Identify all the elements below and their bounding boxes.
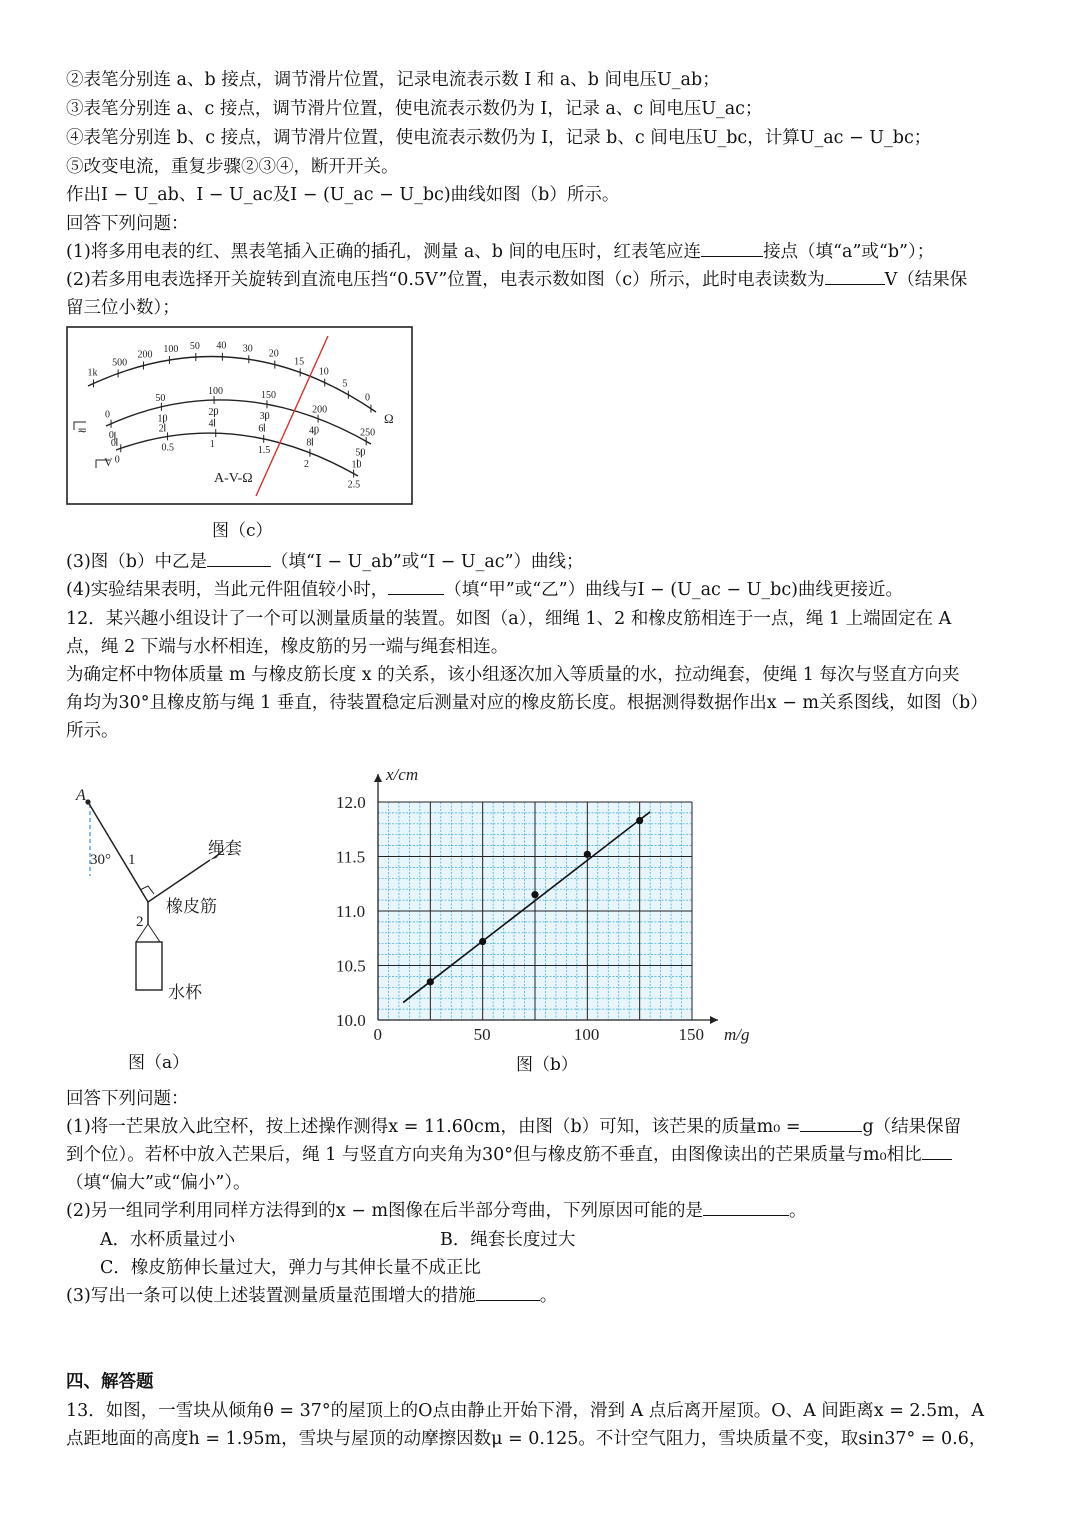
q11-answer-intro: 回答下列问题：	[66, 214, 189, 234]
dc-mid-label-0: 0	[108, 429, 114, 441]
y-tick-label: 11.0	[336, 902, 366, 921]
dc-mid-label-2: 20	[208, 406, 219, 418]
dc-mid-label-5: 50	[355, 447, 366, 459]
dc-low-label-5: 10	[351, 459, 362, 471]
ohm-scale-label-10: 5	[342, 378, 348, 390]
q12-sub1-cont	[66, 1143, 952, 1167]
dc-upper-label-1: 50	[155, 392, 166, 404]
q11-sub4	[66, 578, 903, 602]
q12-sub2-end: 。	[789, 1201, 807, 1221]
ohm-scale-label-11: 0	[364, 392, 370, 404]
q11-sub4-text-b: （填“甲”或“乙”）曲线与I − (U_ac − U_bc)曲线更接近。	[444, 580, 903, 600]
q11-sub1	[66, 240, 934, 264]
water-cup	[136, 942, 162, 990]
dc-upper-label-5: 250	[360, 427, 376, 439]
x-axis-arrow	[710, 1016, 718, 1024]
ac-scale-label-1: 0.5	[161, 442, 175, 454]
y-tick-label: 10.5	[336, 956, 366, 976]
dc-symbol: ≂	[77, 423, 88, 437]
ohm-scale-label-7: 20	[268, 348, 279, 360]
q11-plot-line: 作出I − U_ab、I − U_ac及I − (U_ac − U_bc)曲线如图（b）所示。	[66, 185, 620, 205]
x-tick-label: 150	[678, 1025, 704, 1044]
dc-mid-label-1: 10	[157, 413, 168, 425]
q12-answer-intro: 回答下列问题：	[66, 1089, 189, 1109]
rope-2-label: 2	[136, 914, 144, 930]
y-axis-arrow	[374, 774, 382, 782]
answer-blank[interactable]	[207, 550, 271, 567]
option-a: A．水杯质量过小	[100, 1230, 236, 1250]
q11-sub4-text-a: (4)实验结果表明，当此元件阻值较小时，	[66, 580, 389, 600]
y-tick-label: 10.0	[336, 1011, 366, 1030]
q12-line1: 12．某兴趣小组设计了一个可以测量质量的装置。如图（a），细绳 1、2 和橡皮筋相连于一点，绳 1 上端固定在 A	[66, 609, 952, 629]
data-point	[531, 891, 538, 898]
q11-sub2-cont: 留三位小数）；	[66, 298, 180, 318]
ohm-unit-label: Ω	[384, 411, 394, 426]
ohm-scale-label-8: 15	[294, 356, 305, 368]
dc-low-label-0: 0	[110, 438, 116, 450]
q13-line1: 13．如图，一雪块从倾角θ = 37°的屋顶上的O点由静止开始下滑，滑到 A 点后离开屋顶。O、A 间距离x = 2.5m，A	[66, 1401, 984, 1421]
answer-blank[interactable]	[388, 578, 444, 595]
q12-sub1-text-c: 到个位）。若杯中放入芒果后，绳 1 与竖直方向夹角为30°但与橡皮筋不垂直，由图像读出的芒果质量与m₀相比	[66, 1145, 922, 1165]
y-axis-label: x/cm	[386, 765, 419, 784]
answer-blank[interactable]	[476, 1284, 540, 1301]
band-label: 橡皮筋	[166, 897, 217, 916]
ohm-scale-label-3: 100	[163, 343, 179, 355]
q11-sub1-text-b: 接点（填“a”或“b”）；	[763, 242, 935, 262]
q11-step2: ②表笔分别连 a、b 接点，调节滑片位置，记录电流表示数 I 和 a、b 间电压U_ab；	[66, 70, 720, 90]
x-tick-label: 50	[473, 1025, 491, 1044]
q12-sub1	[66, 1115, 961, 1139]
dc-low-label-2: 4	[208, 418, 214, 430]
x-axis-label: m/g	[724, 1025, 750, 1044]
ohm-scale-label-4: 50	[189, 340, 200, 352]
q12-sub3-text: (3)写出一条可以使上述装置测量质量范围增大的措施	[66, 1286, 476, 1306]
ac-scale-label-3: 1.5	[257, 444, 271, 456]
q11-sub1-text-a: (1)将多用电表的红、黑表笔插入正确的插孔，测量 a、b 间的电压时，红表笔应连	[66, 242, 702, 262]
dc-low-label-1: 2	[158, 423, 164, 435]
answer-blank[interactable]	[703, 1199, 789, 1216]
data-point	[584, 851, 591, 858]
option-c: C．橡皮筋伸长量过大，弹力与其伸长量不成正比	[100, 1258, 481, 1278]
q11-sub2-text-a: (2)若多用电表选择开关旋转到直流电压挡“0.5V”位置，电表示数如图（c）所示，此时电表读数为	[66, 270, 825, 290]
q12-sub2	[66, 1199, 807, 1223]
data-point	[427, 978, 434, 985]
rubber-band	[148, 860, 210, 902]
dc-upper-label-2: 100	[208, 385, 224, 397]
q11-sub3-text-a: (3)图（b）中乙是	[66, 552, 207, 572]
q12-line4: 角均为30°且橡皮筋与绳 1 垂直，待装置稳定后测量对应的橡皮筋长度。根据测得数据作出x − m关系图线，如图（b）	[66, 693, 988, 713]
apparatus-figure-a	[70, 780, 270, 1010]
q12-sub1-text-a: (1)将一芒果放入此空杯，按上述操作测得x = 11.60cm，由图（b）可知，该芒果的质量m₀ =	[66, 1117, 801, 1137]
dc-upper-label-4: 200	[312, 404, 328, 416]
q12-sub1-text-b: g（结果保留	[862, 1117, 962, 1137]
v-symbol: V	[104, 455, 113, 469]
answer-blank[interactable]	[800, 1115, 862, 1132]
dc-low-label-3: 6	[258, 423, 264, 435]
ac-scale-label-2: 1	[209, 439, 215, 451]
answer-blank[interactable]	[701, 240, 763, 257]
x-m-chart	[326, 760, 766, 1050]
ohm-scale-label-9: 10	[318, 366, 329, 378]
dc-mid-label-3: 30	[259, 411, 270, 423]
cup-label: 水杯	[168, 983, 202, 1002]
ohm-scale-label-6: 30	[242, 343, 253, 355]
q13-line2: 点距地面的高度h = 1.95m，雪块与屋顶的动摩擦因数μ = 0.125。不计空气阻力，雪块质量不变，取sin37° = 0.6，	[66, 1429, 987, 1449]
q11-step3: ③表笔分别连 a、c 接点，调节滑片位置，使电流表示数仍为 I，记录 a、c 间电压U_ac；	[66, 99, 763, 119]
q11-sub2	[66, 268, 967, 292]
x-tick-label: 0	[373, 1025, 382, 1044]
ac-scale-label-0: 0	[114, 454, 120, 466]
option-b: B．绳套长度过大	[440, 1230, 576, 1250]
ohm-scale-label-1: 500	[112, 357, 128, 369]
ac-scale-label-4: 2	[303, 458, 309, 470]
q11-sub2-text-b: V（结果保	[884, 270, 968, 290]
x-tick-label: 100	[573, 1025, 600, 1044]
data-point	[636, 817, 643, 824]
section-heading: 四、解答题	[66, 1372, 154, 1392]
y-tick-label: 12.0	[336, 793, 366, 812]
q11-sub3-text-b: （填“I − U_ab”或“I − U_ac”）曲线；	[271, 552, 584, 572]
q11-sub3	[66, 550, 584, 574]
q12-sub3-end: 。	[539, 1286, 558, 1306]
meter-label: A-V-Ω	[214, 471, 253, 486]
rope-1-label: 1	[128, 852, 136, 868]
data-point	[479, 938, 486, 945]
ohm-scale-label-0: 1k	[87, 367, 98, 379]
answer-blank[interactable]	[922, 1143, 952, 1160]
q11-step4: ④表笔分别连 b、c 接点，调节滑片位置，使电流表示数仍为 I，记录 b、c 间电压U_bc，计算U_ac − U_bc；	[66, 128, 932, 148]
q12-line2: 点，绳 2 下端与水杯相连，橡皮筋的另一端与绳套相连。	[66, 637, 509, 657]
multimeter-dial-figure	[66, 326, 414, 506]
ac-scale-label-5: 2.5	[347, 479, 361, 491]
q12-line5: 所示。	[66, 721, 119, 741]
answer-blank[interactable]	[825, 268, 885, 285]
dc-upper-label-3: 150	[260, 390, 276, 402]
dc-upper-label-0: 0	[105, 409, 111, 421]
q12-sub3	[66, 1284, 557, 1308]
angle-label: 30°	[90, 852, 111, 868]
q11-step5: ⑤改变电流，重复步骤②③④，断开开关。	[66, 157, 399, 177]
y-tick-label: 11.5	[336, 847, 366, 867]
point-a-label: A	[76, 787, 86, 804]
figure-a-caption: 图（a）	[128, 1053, 190, 1073]
figure-c-caption: 图（c）	[212, 521, 273, 541]
q12-sub1-end: （填“偏大”或“偏小”）。	[66, 1173, 251, 1193]
loop-label: 绳套	[208, 839, 242, 858]
q12-line3: 为确定杯中物体质量 m 与橡皮筋长度 x 的关系，该小组逐次加入等质量的水，拉动绳套，使绳 1 每次与竖直方向夹	[66, 665, 960, 685]
ohm-scale-label-2: 200	[137, 349, 153, 361]
dc-mid-label-4: 40	[308, 425, 319, 437]
ohm-scale-label-5: 40	[216, 340, 227, 352]
dc-low-label-4: 8	[306, 437, 312, 449]
figure-b-caption: 图（b）	[516, 1055, 578, 1075]
q12-sub2-text: (2)另一组同学利用同样方法得到的x − m图像在后半部分弯曲，下列原因可能的是	[66, 1201, 704, 1221]
